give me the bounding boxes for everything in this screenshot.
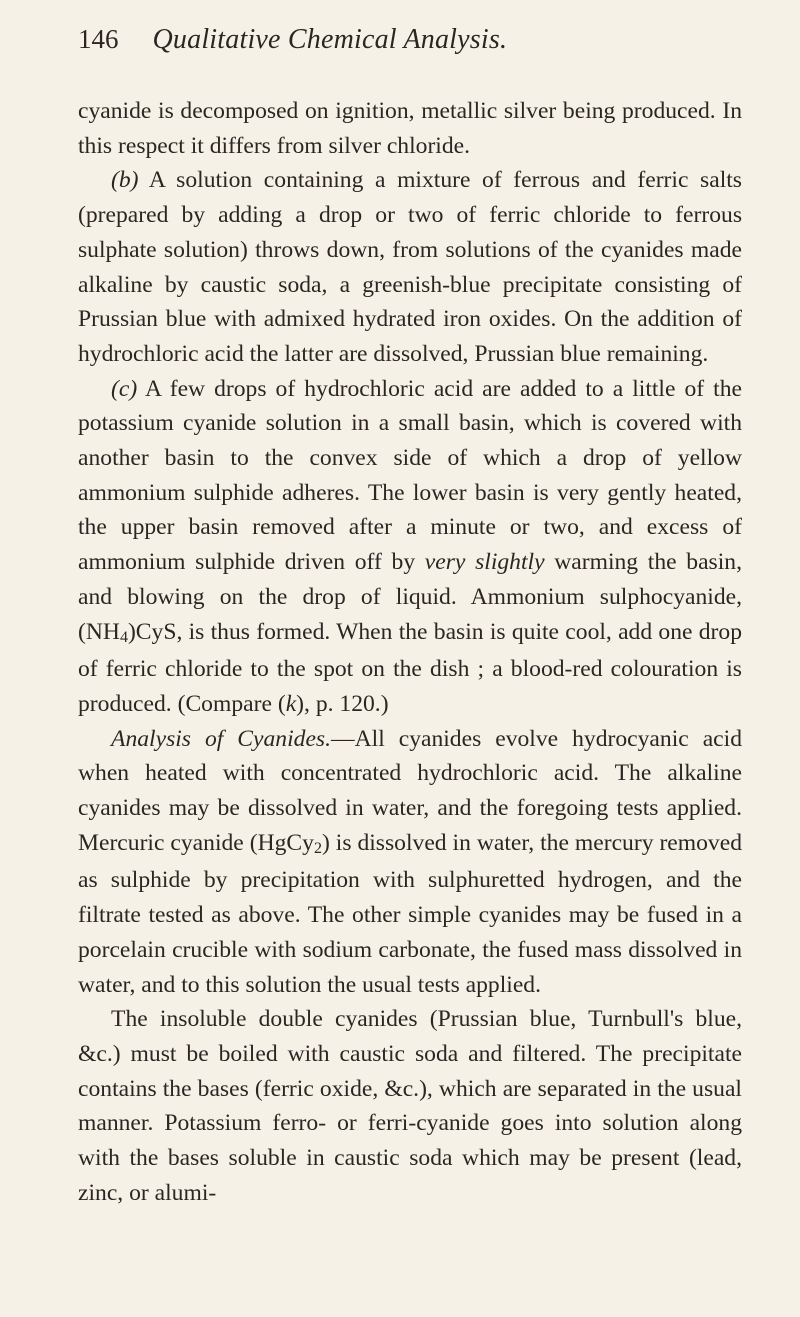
paragraph-text: —All cyanides evolve hydrocyanic acid when heated with concentrated hydrochloric acid. The alkaline cyanides may be dissolved in water, and the foregoing tests applied. Mercuric cyanide (HgCy (78, 725, 742, 856)
paragraph-text: A solution containing a mixture of ferrous and ferric salts (prepared by adding a drop or two of ferric chloride to ferrous sulphate solution) throws down, from solutions of the cyanides made alkaline by caustic soda, a greenish-blue precipitate consisting of Prussian blue with admixed hydrated iron oxides. On the addition of hydrochloric acid the latter are dissolved, Prussian blue remaining. (78, 167, 742, 367)
paragraph-continuation (78, 94, 742, 163)
paragraph-analysis-of-cyanides (78, 722, 742, 1003)
paragraph-double-cyanides (78, 1002, 742, 1210)
paragraph-text: The insoluble double cyanides (Prussian blue, Turnbull's blue, &c.) must be boiled with caustic soda and filtered. The precipitate contains the bases (ferric oxide, &c.), which are separated in the usual manner. Potassium ferro- or ferri-cyanide goes into solution along with the bases soluble in caustic soda which may be present (lead, zinc, or alumi- (78, 1006, 742, 1206)
section-heading: Analysis of Cyanides. (111, 725, 331, 752)
page-number: 146 (78, 24, 119, 54)
subscript: 4 (119, 629, 128, 647)
cross-reference: k (285, 690, 297, 717)
running-title: Qualitative Chemical Analysis. (152, 24, 508, 55)
paragraph-test-c (78, 372, 742, 722)
test-label-b: (b) (111, 167, 139, 194)
paragraph-text: warming the basin, and blowing on the drop of liquid. Ammonium sulphocyanide, (NH (78, 549, 742, 645)
body-text (78, 94, 742, 1211)
paragraph-text: cyanide is decomposed on ignition, metallic silver being produced. In this respect it differs from silver chloride. (78, 98, 742, 159)
test-label-c: (c) (111, 375, 138, 402)
paragraph-text: ), p. 120.) (296, 690, 389, 717)
paragraph-text: )CyS, is thus formed. When the basin is quite cool, add one drop of ferric chloride to the spot on the dish ; a blood-red colouration is produced. (Compare ( (78, 618, 742, 717)
paragraph-text: ) is dissolved in water, the mercury removed as sulphide by precipitation with sulphuretted hydrogen, and the filtrate tested as above. The other simple cyanides may be fused in a porcelain crucible with sodium carbonate, the fused mass dissolved in water, and to this solution the usual tests applied. (78, 829, 742, 998)
subscript: 2 (313, 840, 322, 858)
emphasis-text: very slightly (424, 549, 545, 576)
paragraph-test-b (78, 163, 742, 371)
running-head (78, 24, 742, 78)
paragraph-text: A few drops of hydrochloric acid are added to a little of the potassium cyanide solution in a small basin, which is covered with another basin to the convex side of which a drop of yellow ammonium sulphide adheres. The lower basin is very gently heated, the upper basin removed after a minute or two, and excess of ammonium sulphide driven off by (78, 375, 742, 576)
